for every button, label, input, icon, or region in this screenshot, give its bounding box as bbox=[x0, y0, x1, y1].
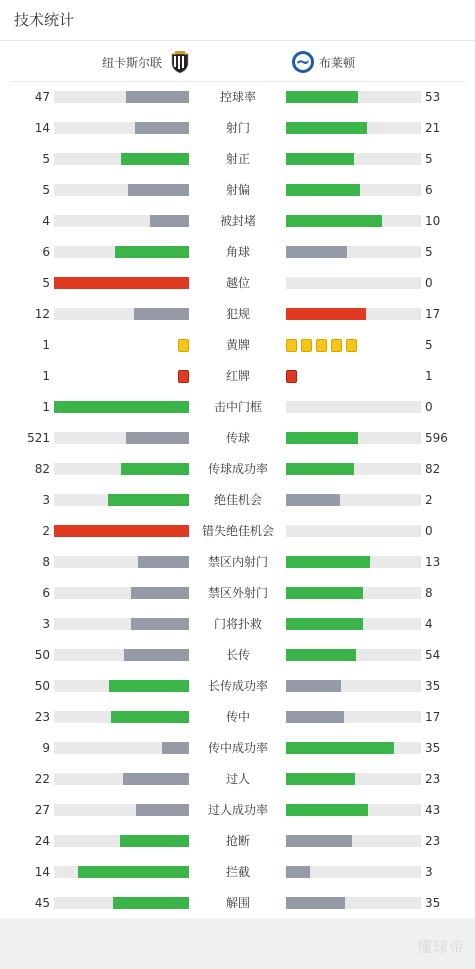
home-stat-bar-fill bbox=[135, 122, 189, 134]
away-stat-bar bbox=[286, 649, 421, 661]
home-stat-value: 8 bbox=[42, 555, 50, 569]
home-stat-bar-fill bbox=[126, 91, 189, 103]
away-stat-bar-fill bbox=[286, 711, 344, 723]
stat-row bbox=[0, 702, 475, 733]
home-stat-value: 521 bbox=[27, 431, 50, 445]
home-stat-bar bbox=[54, 711, 189, 723]
home-stat-value: 3 bbox=[42, 617, 50, 631]
away-stat-bar bbox=[286, 525, 421, 537]
away-stat-bar-fill bbox=[286, 122, 367, 134]
stat-label: 长传成功率 bbox=[207, 679, 268, 693]
home-stat-bar-fill bbox=[131, 618, 189, 630]
stat-label: 控球率 bbox=[219, 90, 256, 104]
stat-label: 犯规 bbox=[225, 307, 250, 321]
stat-row bbox=[0, 547, 475, 578]
stat-row bbox=[0, 82, 475, 113]
away-stat-bar bbox=[286, 494, 421, 506]
stat-row bbox=[0, 888, 475, 919]
home-stat-bar-fill bbox=[131, 587, 189, 599]
stat-label: 过人成功率 bbox=[207, 803, 268, 817]
away-stat-bar bbox=[286, 401, 421, 413]
stat-label: 过人 bbox=[225, 772, 250, 786]
home-cards bbox=[178, 339, 189, 351]
home-stat-value: 47 bbox=[34, 90, 50, 104]
home-stat-value: 5 bbox=[42, 183, 50, 197]
away-stat-value: 23 bbox=[425, 772, 441, 786]
page-title: 技术统计 bbox=[14, 11, 75, 29]
home-stat-bar-fill bbox=[126, 432, 189, 444]
away-stat-value: 596 bbox=[425, 431, 448, 445]
home-stat-bar-fill bbox=[113, 897, 189, 909]
stat-row bbox=[0, 733, 475, 764]
away-stat-value: 8 bbox=[425, 586, 433, 600]
home-stat-bar bbox=[54, 649, 189, 661]
away-stat-value: 5 bbox=[425, 338, 433, 352]
away-stat-bar bbox=[286, 742, 421, 754]
stat-row bbox=[0, 268, 475, 299]
home-stat-bar bbox=[54, 91, 189, 103]
home-stat-bar bbox=[54, 153, 189, 165]
home-stat-bar bbox=[54, 308, 189, 320]
home-stat-value: 1 bbox=[42, 369, 50, 383]
watermark: 懂球帝 bbox=[416, 938, 465, 956]
stat-label: 解围 bbox=[225, 896, 250, 910]
yellow-card-icon bbox=[178, 339, 189, 352]
away-stat-bar-fill bbox=[286, 494, 340, 506]
home-stat-bar bbox=[54, 866, 189, 878]
stat-label: 击中门框 bbox=[213, 400, 262, 414]
stat-row bbox=[0, 144, 475, 175]
away-stat-value: 35 bbox=[425, 741, 441, 755]
home-stat-bar-fill bbox=[121, 153, 189, 165]
home-stat-bar-fill bbox=[54, 525, 189, 537]
stat-row bbox=[0, 206, 475, 237]
stat-row bbox=[0, 299, 475, 330]
stat-row bbox=[0, 640, 475, 671]
stat-label: 抢断 bbox=[225, 834, 250, 848]
away-stat-value: 0 bbox=[425, 276, 433, 290]
home-stat-bar bbox=[54, 556, 189, 568]
stat-row bbox=[0, 113, 475, 144]
home-stat-value: 50 bbox=[34, 679, 50, 693]
away-stat-bar bbox=[286, 246, 421, 258]
home-stat-bar-fill bbox=[128, 184, 189, 196]
stat-label: 错失绝佳机会 bbox=[201, 524, 274, 538]
home-stat-value: 24 bbox=[34, 834, 50, 848]
home-stat-bar-fill bbox=[121, 463, 189, 475]
stat-label: 传球 bbox=[225, 431, 250, 445]
home-stat-bar-fill bbox=[136, 804, 189, 816]
away-stat-value: 0 bbox=[425, 400, 433, 414]
home-stat-bar bbox=[54, 773, 189, 785]
away-stat-bar bbox=[286, 897, 421, 909]
away-stat-bar-fill bbox=[286, 308, 366, 320]
home-stat-value: 6 bbox=[42, 245, 50, 259]
stat-label: 红牌 bbox=[225, 369, 250, 383]
home-stat-bar bbox=[54, 463, 189, 475]
away-stat-bar bbox=[286, 680, 421, 692]
red-card-icon bbox=[286, 370, 297, 383]
away-stat-value: 53 bbox=[425, 90, 441, 104]
stat-label: 越位 bbox=[225, 276, 250, 290]
home-stat-bar-fill bbox=[162, 742, 189, 754]
home-stat-bar bbox=[54, 587, 189, 599]
stat-row bbox=[0, 764, 475, 795]
stat-row bbox=[0, 454, 475, 485]
away-stat-bar bbox=[286, 432, 421, 444]
home-stat-value: 4 bbox=[42, 214, 50, 228]
stat-label: 拦截 bbox=[225, 865, 250, 879]
home-stat-value: 27 bbox=[34, 803, 50, 817]
away-stat-bar bbox=[286, 215, 421, 227]
away-stat-bar bbox=[286, 463, 421, 475]
home-stat-bar bbox=[54, 494, 189, 506]
stat-row bbox=[0, 578, 475, 609]
yellow-card-icon bbox=[346, 339, 357, 352]
yellow-card-icon bbox=[316, 339, 327, 352]
stat-row bbox=[0, 857, 475, 888]
home-stat-bar bbox=[54, 680, 189, 692]
away-stat-bar bbox=[286, 184, 421, 196]
home-stat-value: 6 bbox=[42, 586, 50, 600]
away-stat-bar-fill bbox=[286, 556, 370, 568]
away-stat-bar-fill bbox=[286, 649, 356, 661]
away-stat-bar-fill bbox=[286, 184, 360, 196]
stat-row bbox=[0, 392, 475, 423]
away-stat-value: 0 bbox=[425, 524, 433, 538]
away-stat-bar bbox=[286, 91, 421, 103]
away-stat-bar-fill bbox=[286, 804, 368, 816]
stat-row bbox=[0, 826, 475, 857]
stat-row bbox=[0, 516, 475, 547]
away-stat-value: 17 bbox=[425, 307, 441, 321]
home-stat-bar-fill bbox=[54, 401, 189, 413]
away-stat-bar-fill bbox=[286, 587, 363, 599]
home-stat-value: 14 bbox=[34, 121, 50, 135]
home-stat-bar-fill bbox=[150, 215, 189, 227]
stat-label: 传中成功率 bbox=[207, 741, 268, 755]
home-stat-bar bbox=[54, 804, 189, 816]
stat-label: 传球成功率 bbox=[207, 462, 268, 476]
away-stat-value: 6 bbox=[425, 183, 433, 197]
away-stat-bar-fill bbox=[286, 866, 310, 878]
home-stat-value: 1 bbox=[42, 338, 50, 352]
home-stat-bar-fill bbox=[78, 866, 189, 878]
home-stat-bar-fill bbox=[115, 246, 189, 258]
home-stat-bar bbox=[54, 525, 189, 537]
home-stat-bar bbox=[54, 246, 189, 258]
stat-label: 角球 bbox=[225, 245, 250, 259]
home-stat-bar bbox=[54, 897, 189, 909]
yellow-card-icon bbox=[331, 339, 342, 352]
brighton-crest-icon bbox=[291, 50, 315, 74]
away-stat-bar bbox=[286, 308, 421, 320]
home-cards bbox=[178, 370, 189, 382]
stat-row bbox=[0, 361, 475, 392]
away-stat-value: 54 bbox=[425, 648, 441, 662]
home-stat-bar bbox=[54, 122, 189, 134]
away-stat-bar bbox=[286, 587, 421, 599]
home-stat-bar-fill bbox=[108, 494, 189, 506]
home-stat-bar bbox=[54, 401, 189, 413]
footer bbox=[0, 918, 475, 969]
home-stat-bar-fill bbox=[120, 835, 189, 847]
stat-label: 长传 bbox=[225, 648, 250, 662]
away-team-name: 布莱顿 bbox=[319, 55, 356, 70]
away-stat-bar-fill bbox=[286, 91, 358, 103]
red-card-icon bbox=[178, 370, 189, 383]
away-stat-bar bbox=[286, 618, 421, 630]
away-stat-bar-fill bbox=[286, 897, 345, 909]
home-stat-bar bbox=[54, 215, 189, 227]
away-stat-bar bbox=[286, 277, 421, 289]
home-stat-bar-fill bbox=[123, 773, 189, 785]
home-stat-value: 12 bbox=[34, 307, 50, 321]
stat-row bbox=[0, 175, 475, 206]
title-divider bbox=[0, 40, 475, 41]
yellow-card-icon bbox=[286, 339, 297, 352]
home-stat-bar bbox=[54, 184, 189, 196]
away-stat-value: 3 bbox=[425, 865, 433, 879]
home-stat-bar-fill bbox=[138, 556, 189, 568]
away-stat-bar-fill bbox=[286, 773, 355, 785]
home-stat-bar-fill bbox=[124, 649, 189, 661]
away-cards bbox=[286, 339, 361, 351]
yellow-card-icon bbox=[301, 339, 312, 352]
away-stat-bar bbox=[286, 556, 421, 568]
away-stat-value: 4 bbox=[425, 617, 433, 631]
newcastle-crest-icon bbox=[168, 50, 192, 74]
away-stat-bar-fill bbox=[286, 215, 382, 227]
stat-label: 绝佳机会 bbox=[213, 493, 262, 507]
away-stat-value: 10 bbox=[425, 214, 441, 228]
home-stat-value: 2 bbox=[42, 524, 50, 538]
away-stat-value: 35 bbox=[425, 679, 441, 693]
home-stat-value: 23 bbox=[34, 710, 50, 724]
home-stat-bar bbox=[54, 618, 189, 630]
away-stat-value: 82 bbox=[425, 462, 441, 476]
stat-row bbox=[0, 237, 475, 268]
away-stat-bar-fill bbox=[286, 680, 341, 692]
home-team-name: 纽卡斯尔联 bbox=[102, 55, 163, 70]
home-stat-value: 82 bbox=[34, 462, 50, 476]
away-stat-bar bbox=[286, 866, 421, 878]
away-stat-bar-fill bbox=[286, 246, 347, 258]
stat-row bbox=[0, 609, 475, 640]
away-stat-value: 2 bbox=[425, 493, 433, 507]
stat-label: 传中 bbox=[225, 710, 250, 724]
stat-row bbox=[0, 423, 475, 454]
away-cards bbox=[286, 370, 301, 382]
away-stat-bar-fill bbox=[286, 835, 352, 847]
home-stat-bar bbox=[54, 835, 189, 847]
stat-row bbox=[0, 330, 475, 361]
away-stat-bar bbox=[286, 153, 421, 165]
away-team[interactable] bbox=[291, 48, 355, 76]
away-stat-bar bbox=[286, 835, 421, 847]
home-stat-value: 3 bbox=[42, 493, 50, 507]
away-stat-value: 23 bbox=[425, 834, 441, 848]
away-stat-bar-fill bbox=[286, 463, 354, 475]
home-stat-bar-fill bbox=[109, 680, 189, 692]
home-stat-bar bbox=[54, 742, 189, 754]
away-stat-bar-fill bbox=[286, 153, 354, 165]
home-stat-bar-fill bbox=[111, 711, 189, 723]
stat-label: 射偏 bbox=[225, 183, 250, 197]
home-stat-value: 9 bbox=[42, 741, 50, 755]
home-stat-value: 5 bbox=[42, 276, 50, 290]
stat-label: 禁区内射门 bbox=[207, 555, 268, 569]
home-stat-value: 5 bbox=[42, 152, 50, 166]
away-stat-value: 35 bbox=[425, 896, 441, 910]
away-stat-bar bbox=[286, 122, 421, 134]
away-stat-value: 21 bbox=[425, 121, 441, 135]
away-stat-bar bbox=[286, 804, 421, 816]
home-stat-value: 45 bbox=[34, 896, 50, 910]
stat-row bbox=[0, 485, 475, 516]
away-stat-value: 17 bbox=[425, 710, 441, 724]
stat-label: 门将扑救 bbox=[213, 617, 262, 631]
away-stat-value: 5 bbox=[425, 152, 433, 166]
home-stat-value: 1 bbox=[42, 400, 50, 414]
stat-label: 射门 bbox=[225, 121, 250, 135]
away-stat-value: 43 bbox=[425, 803, 441, 817]
stat-row bbox=[0, 671, 475, 702]
stat-label: 被封堵 bbox=[219, 214, 256, 228]
home-stat-value: 50 bbox=[34, 648, 50, 662]
away-stat-value: 13 bbox=[425, 555, 441, 569]
home-stat-bar bbox=[54, 277, 189, 289]
away-stat-value: 5 bbox=[425, 245, 433, 259]
away-stat-bar-fill bbox=[286, 742, 394, 754]
home-stat-value: 14 bbox=[34, 865, 50, 879]
away-stat-bar-fill bbox=[286, 432, 358, 444]
stat-label: 射正 bbox=[225, 152, 250, 166]
away-stat-bar bbox=[286, 773, 421, 785]
stat-label: 禁区外射门 bbox=[207, 586, 268, 600]
stats-list bbox=[0, 82, 475, 919]
stat-row bbox=[0, 795, 475, 826]
away-stat-bar-fill bbox=[286, 618, 363, 630]
away-stat-bar bbox=[286, 711, 421, 723]
home-team[interactable] bbox=[102, 48, 192, 76]
stat-label: 黄牌 bbox=[225, 338, 250, 352]
home-stat-bar bbox=[54, 432, 189, 444]
home-stat-value: 22 bbox=[34, 772, 50, 786]
home-stat-bar-fill bbox=[134, 308, 189, 320]
away-stat-value: 1 bbox=[425, 369, 433, 383]
home-stat-bar-fill bbox=[54, 277, 189, 289]
